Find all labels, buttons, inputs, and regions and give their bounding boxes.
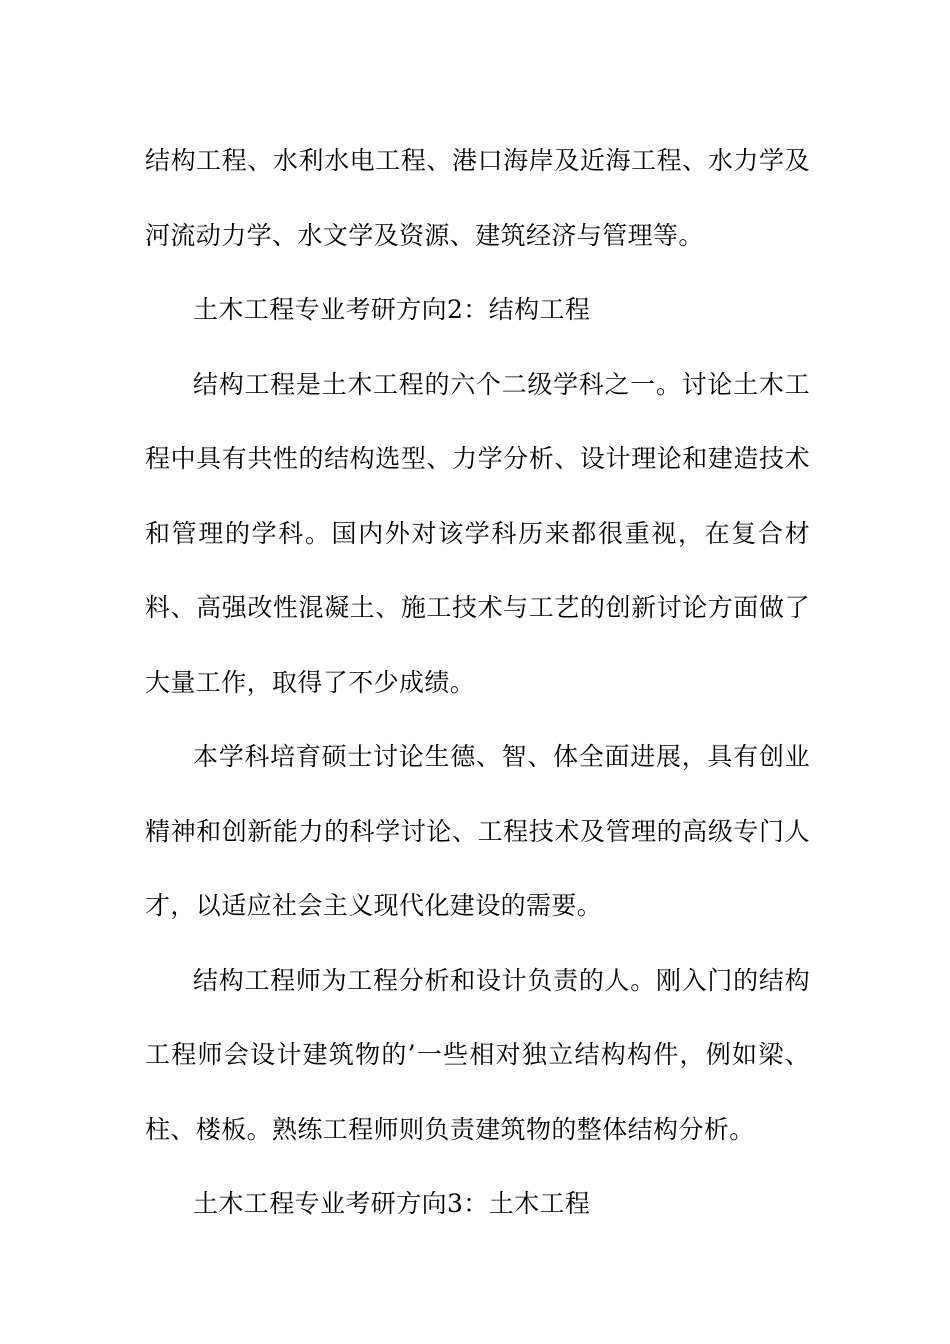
paragraph-training-goals: 本学科培育硕士讨论生德、智、体全面进展，具有创业精神和创新能力的科学讨论、工程技术及管理的高级专门人才，以适应社会主义现代化建设的需要。 (145, 742, 810, 920)
paragraph-structural-engineer-role: 结构工程师为工程分析和设计负责的人。刚入门的结构工程师会设计建筑物的’一些相对独立结构构件，例如梁、柱、楼板。熟练工程师则负责建筑物的整体结构分析。 (145, 965, 810, 1144)
section-heading-direction-3: 土木工程专业考研方向3：土木工程 (193, 1189, 591, 1218)
paragraph-continuation: 结构工程、水利水电工程、港口海岸及近海工程、水力学及河流动力学、水文学及资源、建筑经济与管理等。 (145, 146, 810, 250)
paragraph-structural-engineering-intro: 结构工程是土木工程的六个二级学科之一。讨论土木工程中具有共性的结构选型、力学分析、设计理论和建造技术和管理的学科。国内外对该学科历来都很重视，在复合材料、高强改性混凝土、施工技术与工艺的创新讨论方面做了大量工作，取得了不少成绩。 (145, 369, 810, 697)
document-body (145, 124, 810, 1242)
section-heading-direction-2: 土木工程专业考研方向2：结构工程 (193, 295, 591, 324)
